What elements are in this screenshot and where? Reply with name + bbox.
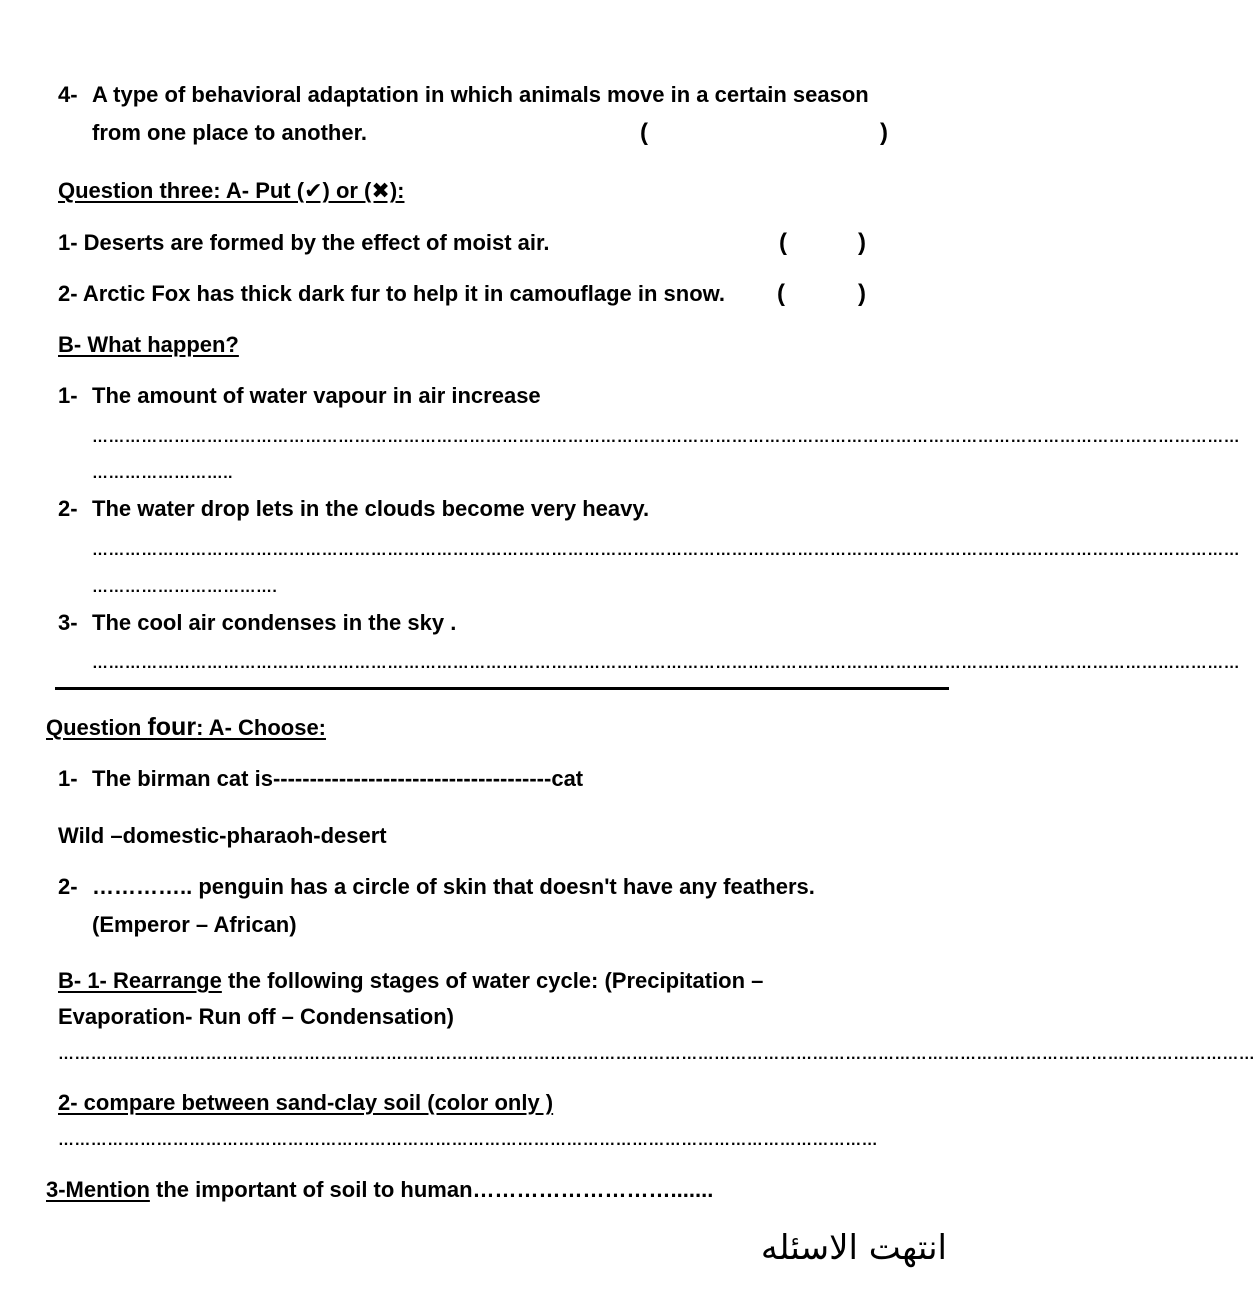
- q4-item-number: 4-: [58, 82, 78, 107]
- what-happen-question-3: The cool air condenses in the sky .: [92, 610, 457, 635]
- answer-dots-line: …………………………….: [92, 579, 278, 596]
- question-four-heading: Question four: A- Choose:: [46, 713, 327, 741]
- choose-options-2: (Emperor – African): [92, 912, 297, 937]
- q4-item-line1: A type of behavioral adaptation in which animals move in a certain season: [92, 82, 869, 107]
- answer-dots-line: …………………………………………………………………………………………………………………………………………………………………………………………: [92, 429, 1240, 446]
- answer-paren-close: ): [880, 119, 888, 146]
- what-happen-number-1: 1-: [58, 383, 78, 408]
- rearrange-question-line1: B- 1- Rearrange the following stages of water cycle: (Precipitation –: [58, 968, 764, 993]
- answer-dots-line: …………………………………………………………………………………………………………………………………………………………………………………………………: [58, 1046, 1255, 1063]
- choose-question-2: ………….. penguin has a circle of skin that doesn't have any feathers.: [92, 874, 815, 899]
- end-of-questions-text: انتهت الاسئله: [760, 1228, 947, 1268]
- section-divider: [55, 687, 949, 690]
- tf-paren-open-2: (: [777, 280, 785, 307]
- answer-dots-line: ……………………..: [92, 465, 233, 482]
- mention-question: 3-Mention the important of soil to human……………………….......: [46, 1177, 714, 1202]
- what-happen-question-1: The amount of water vapour in air increase: [92, 383, 541, 408]
- choose-question-1: The birman cat is--------------------------------------cat: [92, 766, 584, 791]
- answer-dots-line: …………………………………………………………………………………………………………………………………………………………………………………………: [92, 542, 1240, 559]
- rearrange-question-line2: Evaporation- Run off – Condensation): [58, 1004, 454, 1029]
- what-happen-question-2: The water drop lets in the clouds become very heavy.: [92, 496, 650, 521]
- choose-number-2: 2-: [58, 874, 78, 899]
- answer-dots-line: …………………………………………………………………………………………………………………………………………………………………………………………: [92, 655, 1240, 672]
- what-happen-number-2: 2-: [58, 496, 78, 521]
- question-three-heading: Question three: A- Put (✔) or (✖):: [58, 178, 405, 203]
- tf-statement-2: 2- Arctic Fox has thick dark fur to help it in camouflage in snow.: [58, 281, 726, 306]
- tf-statement-1: 1- Deserts are formed by the effect of moist air.: [58, 230, 550, 255]
- tf-paren-close-2: ): [858, 280, 866, 307]
- what-happen-heading: B- What happen?: [58, 332, 239, 357]
- q4-item-line2: from one place to another.: [92, 120, 368, 145]
- compare-question: 2- compare between sand-clay soil (color only ): [58, 1090, 554, 1115]
- answer-paren-open: (: [640, 119, 648, 146]
- choose-number-1: 1-: [58, 766, 78, 791]
- tf-paren-open-1: (: [779, 229, 787, 256]
- tf-paren-close-1: ): [858, 229, 866, 256]
- choose-options-1: Wild –domestic-pharaoh-desert: [58, 823, 387, 848]
- answer-dots-line: ……………………………………………………………………………………………………………………………………: [58, 1132, 878, 1149]
- what-happen-number-3: 3-: [58, 610, 78, 635]
